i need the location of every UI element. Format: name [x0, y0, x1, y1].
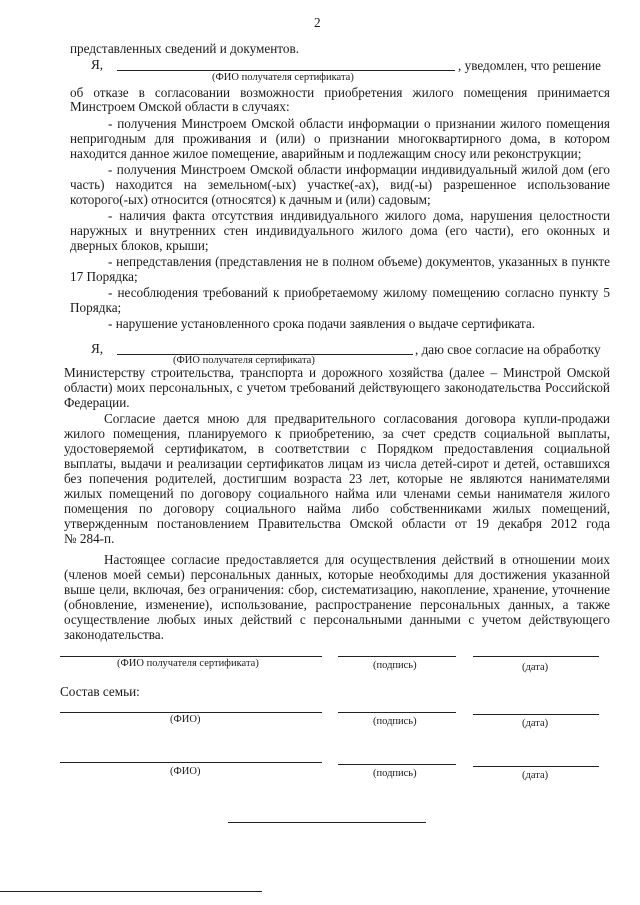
case3-line-2: наружных и внутренних стен индивидуального жилого дома (его части), его оконных и [70, 223, 610, 238]
family1-caption-date: (дата) [522, 718, 549, 729]
family1-line-sign [338, 712, 456, 713]
fio-caption-2: (ФИО получателя сертификата) [173, 355, 315, 366]
scope-line-1: Настоящее согласие предоставляется для осуществления действий в отношении моих [104, 552, 610, 567]
signature-line-fio [60, 656, 322, 657]
purpose-line-1: Согласие дается мною для предварительного согласования договора купли-продажи [104, 411, 610, 426]
case6-line: - нарушение установленного срока подачи заявления о выдаче сертификата. [108, 316, 536, 331]
family1-line-date [473, 714, 599, 715]
purpose-line-8: утвержденным постановлением Правительства Омской области от 19 декабря 2012 года [64, 516, 610, 531]
case4-line-1: - непредставления (представления не в полном объеме) документов, указанных в пункте [108, 254, 610, 269]
purpose-line-7: помещения по договору социального найма либо собственниками жилых помещений, [64, 501, 610, 516]
case4-line-2: 17 Порядка; [70, 269, 138, 284]
family2-caption-date: (дата) [522, 770, 549, 781]
ministry-line-2: области) моих персональных, с учетом требований действующего законодательства Российской [64, 380, 610, 395]
caption-signature: (подпись) [373, 660, 417, 671]
case5-line-1: - несоблюдения требований к приобретаемому жилому помещению согласно пункту 5 [108, 285, 610, 300]
case3-line-1: - наличия факта отсутствия индивидуального жилого дома, нарушения целостности [108, 208, 610, 223]
purpose-line-2: жилого помещения, планируемого к приобретению, за счет средств социальной выплаты, [64, 426, 610, 441]
purpose-line-6: жилых помещений по договору социального найма или членами семьи нанимателя жилого [64, 486, 610, 501]
footnote-rule [0, 891, 262, 892]
notified-text: , уведомлен, что решение [458, 58, 602, 73]
ya-label-2: Я, [91, 341, 104, 356]
case1-line-2: непригодным для проживания и (или) о признании многоквартирного дома, в котором [70, 131, 610, 146]
case1-line-3: находится данное жилое помещение, аварийным и подлежащим сносу или реконструкции; [70, 146, 582, 161]
case3-line-3: дверных блоков, крыши; [70, 238, 209, 253]
scope-line-2: (членов моей семьи) персональных данных, которые необходимы для достижения указанной [64, 567, 610, 582]
family2-caption-fio: (ФИО) [170, 766, 201, 777]
family2-line-date [473, 766, 599, 767]
family-label: Состав семьи: [60, 684, 140, 699]
refusal-line-1: об отказе в согласовании возможности приобретения жилого помещения принимается [70, 85, 610, 100]
scope-line-4: (обновление, изменение), использование, распространение персональных данных, а также [64, 597, 610, 612]
case1-line-1: - получения Минстроем Омской области информации о признании жилого помещения [108, 116, 610, 131]
fio-blank-line [117, 70, 455, 71]
signature-line-date [473, 656, 599, 657]
family2-line-sign [338, 764, 456, 765]
purpose-line-4: выплаты, выдачи и реализации сертификатов лицам из числа детей-сирот и детей, оставшихся [64, 456, 610, 471]
caption-date: (дата) [522, 662, 549, 673]
caption-fio-cert: (ФИО получателя сертификата) [117, 658, 259, 669]
case2-line-2: часть) находится на земельном(-ых) участке(-ах), вид(-ы) разрешенное использование [70, 177, 610, 192]
consent-intro: , даю свое согласие на обработку [415, 342, 601, 357]
scope-line-3: выше цели, включая, без ограничения: сбор, систематизацию, накопление, хранение, уточнение [64, 582, 610, 597]
refusal-line-2: Минстроем Омской области в случаях: [70, 99, 290, 114]
scope-line-5: осуществление любых иных действий с персональными данными с учетом действующего [64, 612, 610, 627]
family1-caption-signature: (подпись) [373, 716, 417, 727]
page-number: 2 [314, 15, 321, 30]
closing-rule [228, 822, 426, 823]
family1-line-fio [60, 712, 322, 713]
fio-caption: (ФИО получателя сертификата) [212, 72, 354, 83]
case2-line-3: которого(-ых) относится (относятся) к дачным и (или) садовым; [70, 192, 431, 207]
case5-line-2: Порядка; [70, 300, 122, 315]
signature-line-sign [338, 656, 456, 657]
purpose-line-9: № 284-п. [64, 531, 115, 546]
ministry-line-3: Федерации. [64, 395, 130, 410]
family2-line-fio [60, 762, 322, 763]
scope-line-6: законодательства. [64, 627, 164, 642]
paragraph-continuation: представленных сведений и документов. [70, 41, 299, 56]
family2-caption-signature: (подпись) [373, 768, 417, 779]
case2-line-1: - получения Минстроем Омской области информации индивидуальный жилой дом (его [108, 162, 610, 177]
ya-label: Я, [91, 57, 104, 72]
purpose-line-5: без попечения родителей, достигшим возраста 23 лет, которые не являются нанимателями [64, 471, 610, 486]
family1-caption-fio: (ФИО) [170, 714, 201, 725]
purpose-line-3: удостоверяемой сертификатом, в соответствии с Порядком предоставления социальной [64, 441, 610, 456]
ministry-line-1: Министерству строительства, транспорта и дорожного хозяйства (далее – Минстрой Омской [64, 365, 610, 380]
